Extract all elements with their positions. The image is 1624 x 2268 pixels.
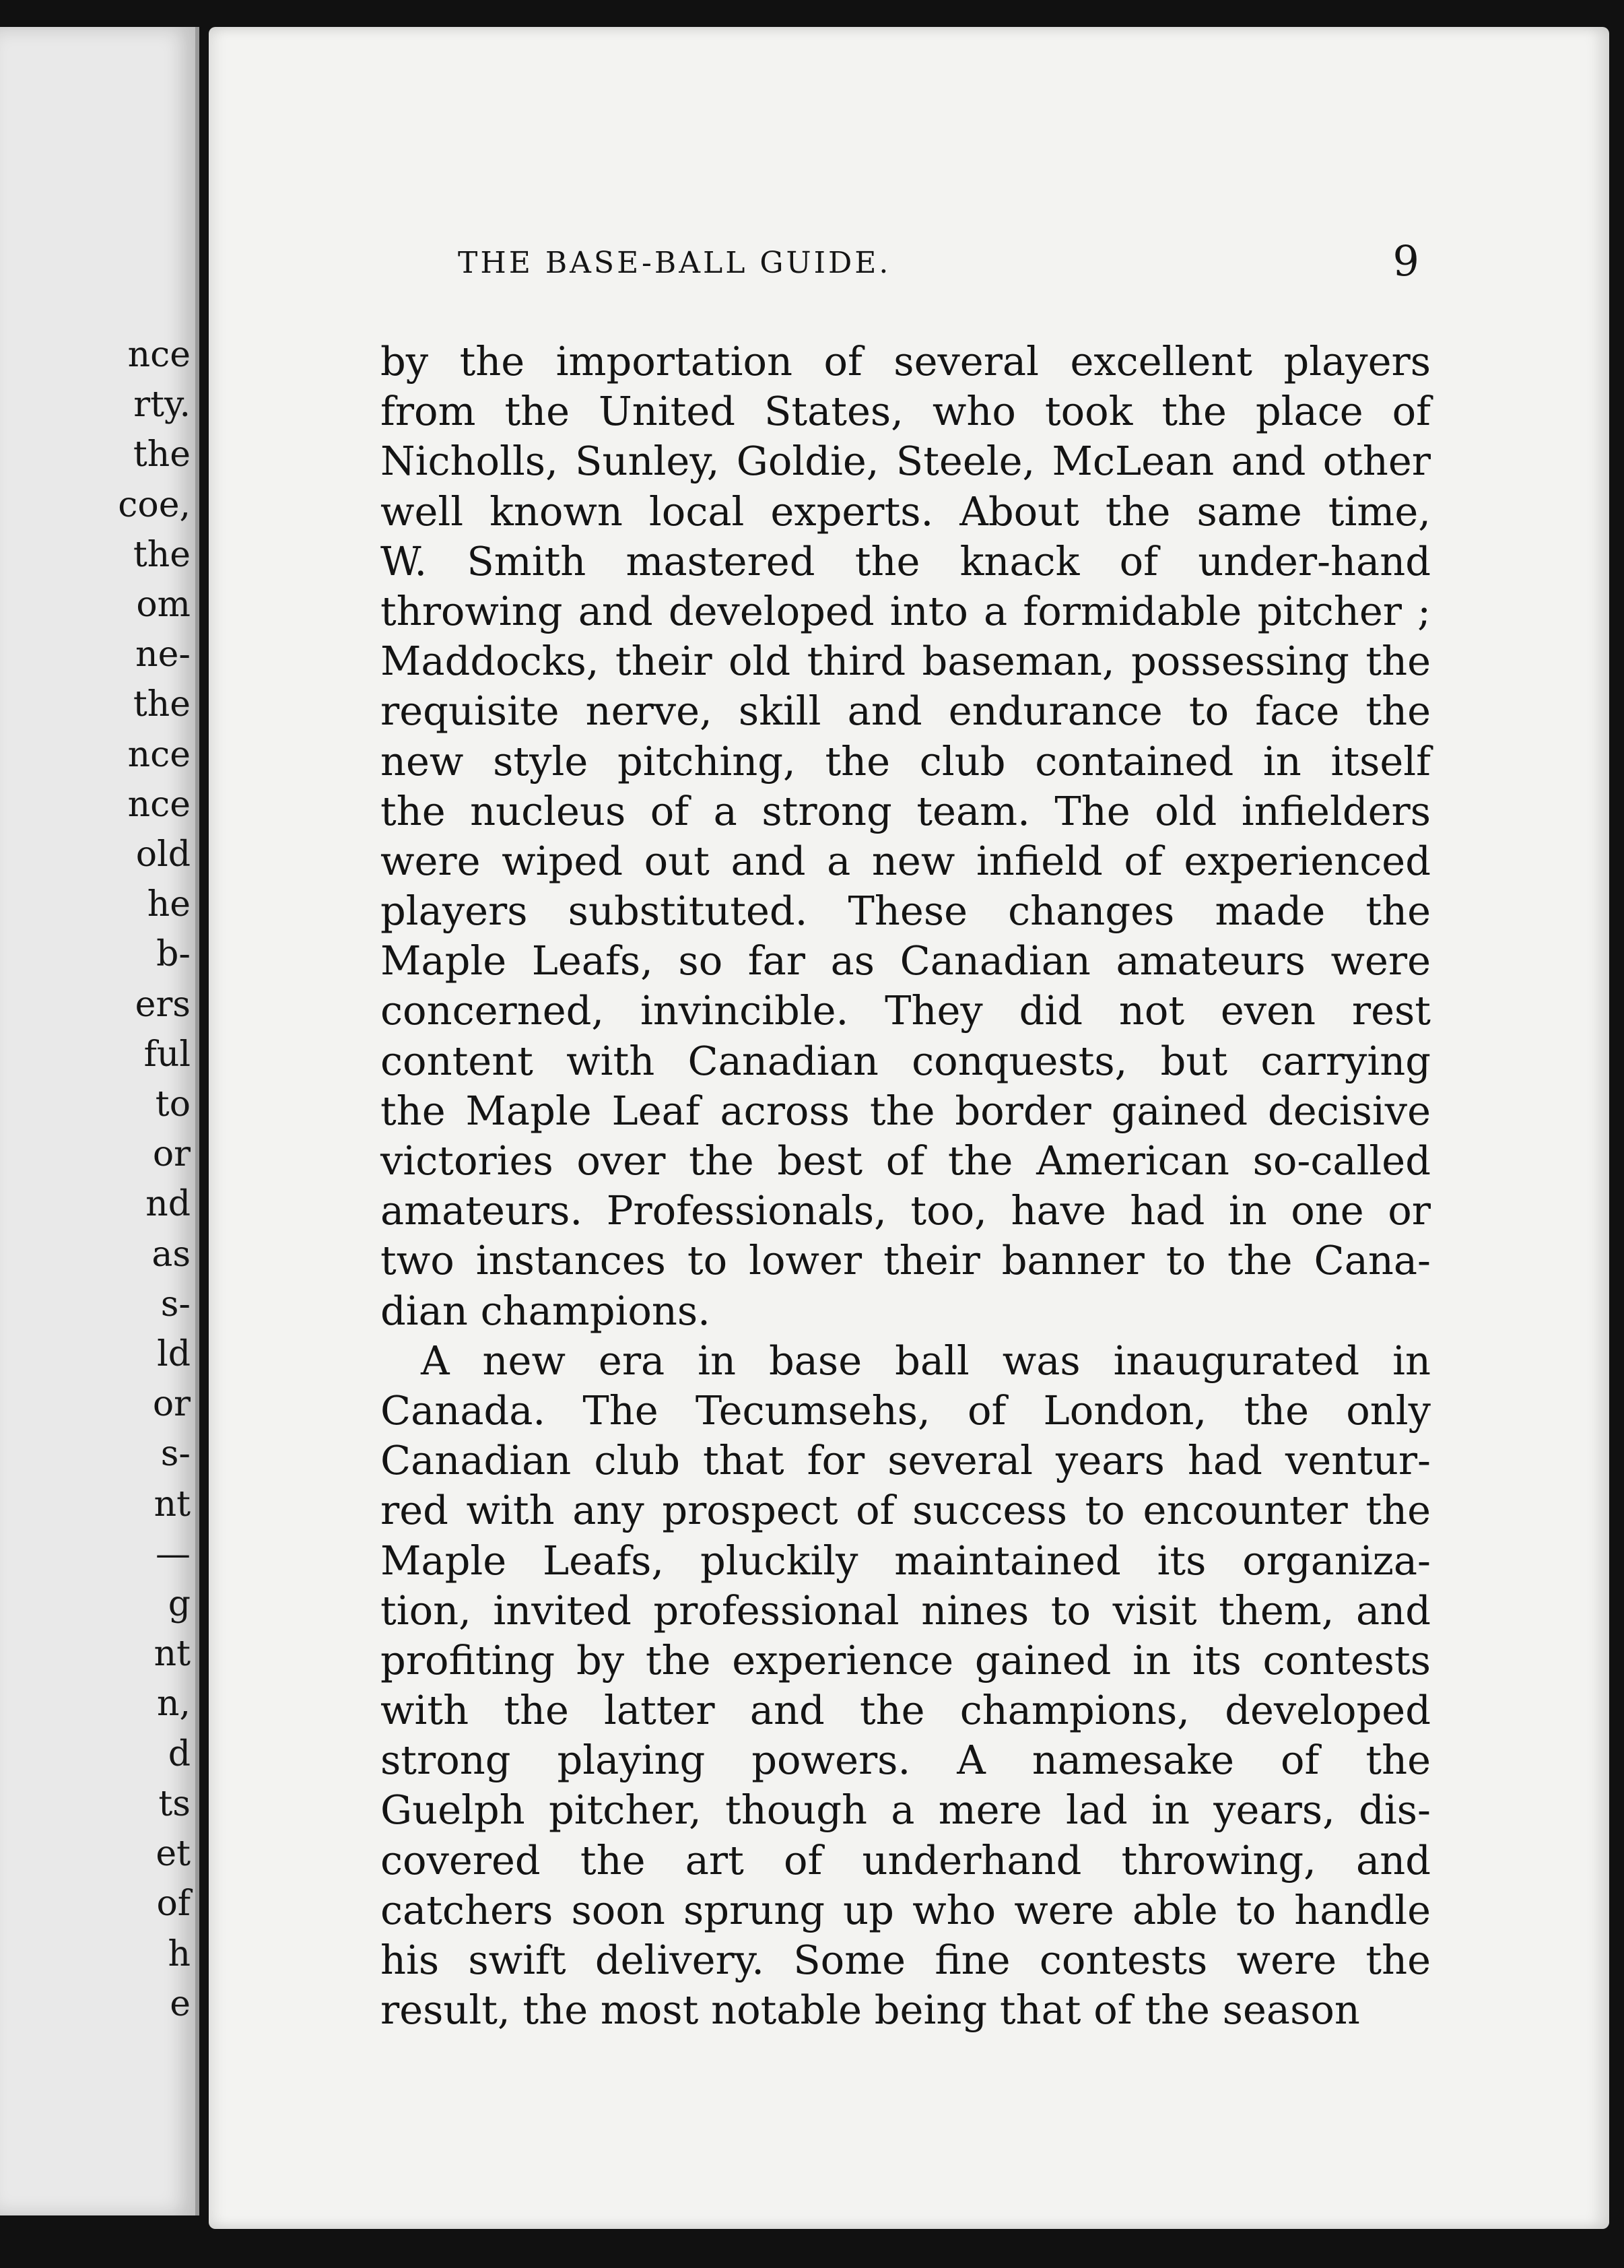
previous-page-fragment: the <box>133 684 191 725</box>
text-line: Nicholls, Sunley, Goldie, Steele, McLean and other <box>380 438 1431 485</box>
text-line: requisite nerve, skill and endurance to face the <box>380 688 1431 735</box>
body-text <box>380 337 1431 2035</box>
previous-page-fragment: of <box>156 1883 191 1925</box>
text-line: new style pitching, the club contained in itself <box>380 737 1431 785</box>
running-head: THE BASE-BALL GUIDE. <box>458 246 891 280</box>
text-line: W. Smith mastered the knack of under-hand <box>380 537 1431 585</box>
text-line: with the latter and the champions, developed <box>380 1687 1431 1734</box>
text-line: victories over the best of the American so-called <box>380 1137 1431 1184</box>
text-line: the Maple Leaf across the border gained decisive <box>380 1087 1431 1134</box>
previous-page-fragment: et <box>156 1834 191 1875</box>
previous-page-fragment: e <box>170 1983 191 2024</box>
previous-page-fragment: b- <box>156 934 191 975</box>
previous-page-fragment: old <box>135 834 191 875</box>
previous-page-fragment: ts <box>158 1783 191 1824</box>
previous-page-fragment: nce <box>127 784 191 825</box>
text-line: Maple Leafs, pluckily maintained its organiza- <box>380 1537 1431 1584</box>
previous-page-fragment: nd <box>145 1184 191 1225</box>
text-line: tion, invited professional nines to visit them, and <box>380 1587 1431 1634</box>
text-line: catchers soon sprung up who were able to handle <box>380 1886 1431 1933</box>
paragraph <box>380 337 1431 1336</box>
previous-page-fragment: d <box>168 1733 191 1774</box>
text-line: Guelph pitcher, though a mere lad in years, dis- <box>380 1787 1431 1834</box>
text-line: throwing and developed into a formidable pitcher ; <box>380 587 1431 634</box>
previous-page-fragment: nce <box>127 335 191 375</box>
previous-page-edge <box>0 27 199 2215</box>
text-line: result, the most notable being that of the season <box>380 1987 1360 2034</box>
previous-page-fragment: or <box>152 1384 191 1425</box>
previous-page-fragment: h <box>168 1933 191 1974</box>
text-line: two instances to lower their banner to the Cana- <box>380 1237 1431 1284</box>
previous-page-fragment: the <box>133 434 191 475</box>
text-line: concerned, invincible. They did not even rest <box>380 987 1431 1034</box>
text-line: his swift delivery. Some fine contests were the <box>380 1937 1431 1983</box>
previous-page-fragment: coe, <box>118 484 191 525</box>
previous-page-fragment: nce <box>127 734 191 775</box>
text-line: covered the art of underhand throwing, and <box>380 1836 1431 1883</box>
text-line: players substituted. These changes made the <box>380 888 1431 935</box>
text-line: by the importation of several excellent players <box>380 338 1431 385</box>
text-line: Maddocks, their old third baseman, possessing the <box>380 638 1431 685</box>
previous-page-fragment: ld <box>157 1334 191 1375</box>
text-line: Canadian club that for several years had ventur- <box>380 1437 1431 1484</box>
text-line: well known local experts. About the same time, <box>380 488 1431 535</box>
previous-page-fragment: the <box>133 534 191 575</box>
page-number: 9 <box>1392 236 1419 286</box>
previous-page-fragment: he <box>147 884 191 925</box>
text-line: Maple Leafs, so far as Canadian amateurs were <box>380 937 1431 985</box>
previous-page-fragment: s- <box>160 1434 191 1475</box>
text-line: red with any prospect of success to encounter the <box>380 1487 1431 1534</box>
previous-page-fragment: ne- <box>135 634 191 675</box>
text-line: the nucleus of a strong team. The old infielders <box>380 787 1431 834</box>
previous-page-fragment: nt <box>154 1634 191 1675</box>
text-line: Canada. The Tecumsehs, of London, the only <box>380 1387 1431 1434</box>
paragraph <box>380 1336 1431 2036</box>
text-line: were wiped out and a new infield of experienced <box>380 837 1431 884</box>
previous-page-fragment: as <box>151 1234 191 1275</box>
previous-page-fragment: ful <box>143 1034 191 1075</box>
previous-page-fragment: s- <box>160 1283 191 1325</box>
previous-page-text-fragments <box>0 330 192 2029</box>
previous-page-fragment: rty. <box>133 385 191 426</box>
text-line: A new era in base ball was inaugurated in <box>421 1337 1431 1384</box>
previous-page-fragment: ers <box>135 984 191 1025</box>
text-line: strong playing powers. A namesake of the <box>380 1737 1431 1784</box>
text-line: from the United States, who took the place of <box>380 388 1431 435</box>
previous-page-fragment: n, <box>156 1683 191 1725</box>
text-line: dian champions. <box>380 1287 710 1334</box>
previous-page-fragment: nt <box>154 1483 191 1525</box>
text-line: content with Canadian conquests, but carrying <box>380 1037 1431 1084</box>
previous-page-fragment: g <box>168 1584 191 1625</box>
page-header <box>458 219 1434 293</box>
previous-page-fragment: om <box>136 585 191 626</box>
previous-page-fragment: — <box>156 1533 191 1574</box>
previous-page-fragment: to <box>155 1084 191 1125</box>
previous-page-fragment: or <box>152 1134 191 1175</box>
text-line: profiting by the experience gained in its contests <box>380 1636 1431 1683</box>
text-line: amateurs. Professionals, too, have had in one or <box>380 1187 1431 1234</box>
